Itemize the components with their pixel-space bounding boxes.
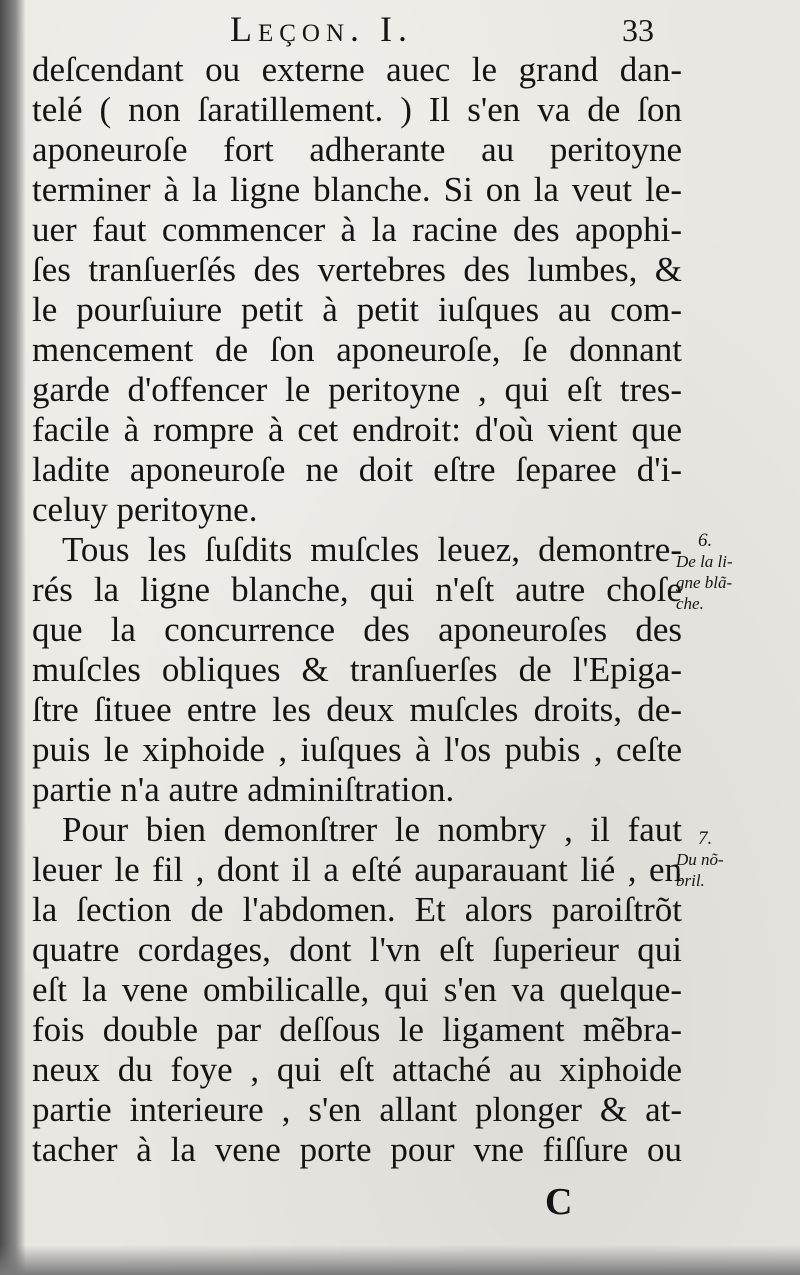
text-line: fois double par deſſous le ligament mẽbra- bbox=[32, 1010, 682, 1049]
margin-note-text: De la li- bbox=[676, 552, 733, 571]
margin-note-text: bril. bbox=[676, 871, 705, 890]
text-line: ſes tranſuerſés des vertebres des lumbes, & bbox=[32, 250, 682, 289]
text-line: puis le xiphoide , iuſques à l'os pubis , ceſte bbox=[32, 730, 682, 769]
text-line: quatre cordages, dont l'vn eſt ſuperieur qui bbox=[32, 930, 682, 969]
text-line: ladite aponeuroſe ne doit eſtre ſeparee d'i- bbox=[32, 450, 682, 489]
margin-note-text: che. bbox=[676, 594, 704, 613]
margin-note-number: 6. bbox=[698, 530, 713, 551]
text-line: eſt la vene ombilicalle, qui s'en va quelque- bbox=[32, 970, 682, 1009]
paragraph-start-line: Pour bien demonſtrer le nombry , il faut bbox=[62, 810, 682, 849]
text-line: neux du foye , qui eſt attaché au xiphoide bbox=[32, 1050, 682, 1089]
margin-note-nombril bbox=[676, 828, 796, 891]
margin-note-ligne-blanche bbox=[676, 530, 796, 614]
margin-note-number: 7. bbox=[698, 828, 713, 849]
page-shadow-left bbox=[0, 0, 26, 1275]
text-line: telé ( non ſaratillement. ) Il s'en va de ſon bbox=[32, 90, 682, 129]
text-line: aponeuroſe fort adherante au peritoyne bbox=[32, 130, 682, 169]
text-line: facile à rompre à cet endroit: d'où vient que bbox=[32, 410, 682, 449]
text-line: tacher à la vene porte pour vne fiſſure ou bbox=[32, 1130, 682, 1169]
text-line: deſcendant ou externe auec le grand dan- bbox=[32, 50, 682, 89]
running-head: Leçon. I. bbox=[230, 9, 414, 49]
text-line: uer faut commencer à la racine des apophi- bbox=[32, 210, 682, 249]
text-line: partie interieure , s'en allant plonger & at- bbox=[32, 1090, 682, 1129]
text-line: muſcles obliques & tranſuerſes de l'Epiga- bbox=[32, 650, 682, 689]
margin-note-text: gne blã- bbox=[676, 573, 733, 592]
text-line: partie n'a autre adminiſtration. bbox=[32, 770, 455, 809]
text-line: la ſection de l'abdomen. Et alors paroiſtrõt bbox=[32, 890, 682, 929]
page-number: 33 bbox=[622, 12, 654, 48]
signature-mark: C bbox=[545, 1181, 573, 1223]
text-line: celuy peritoyne. bbox=[32, 490, 258, 529]
text-line: ſtre ſituee entre les deux muſcles droits, de- bbox=[32, 690, 682, 729]
text-line: garde d'offencer le peritoyne , qui eſt tres- bbox=[32, 370, 682, 409]
body-text bbox=[32, 50, 682, 1170]
margin-note-text: Du nõ- bbox=[676, 850, 724, 869]
text-line: leuer le fil , dont il a eſté auparauant lié , en bbox=[32, 850, 682, 889]
page-shadow-bottom bbox=[0, 1245, 800, 1275]
text-line: rés la ligne blanche, qui n'eſt autre choſe bbox=[32, 570, 682, 609]
text-line: mencement de ſon aponeuroſe, ſe donnant bbox=[32, 330, 682, 369]
paragraph-start-line: Tous les ſuſdits muſcles leuez, demontre- bbox=[62, 530, 682, 569]
text-line: le pourſuiure petit à petit iuſques au com- bbox=[32, 290, 682, 329]
text-line: terminer à la ligne blanche. Si on la veut le- bbox=[32, 170, 682, 209]
text-line: que la concurrence des aponeuroſes des bbox=[32, 610, 682, 649]
